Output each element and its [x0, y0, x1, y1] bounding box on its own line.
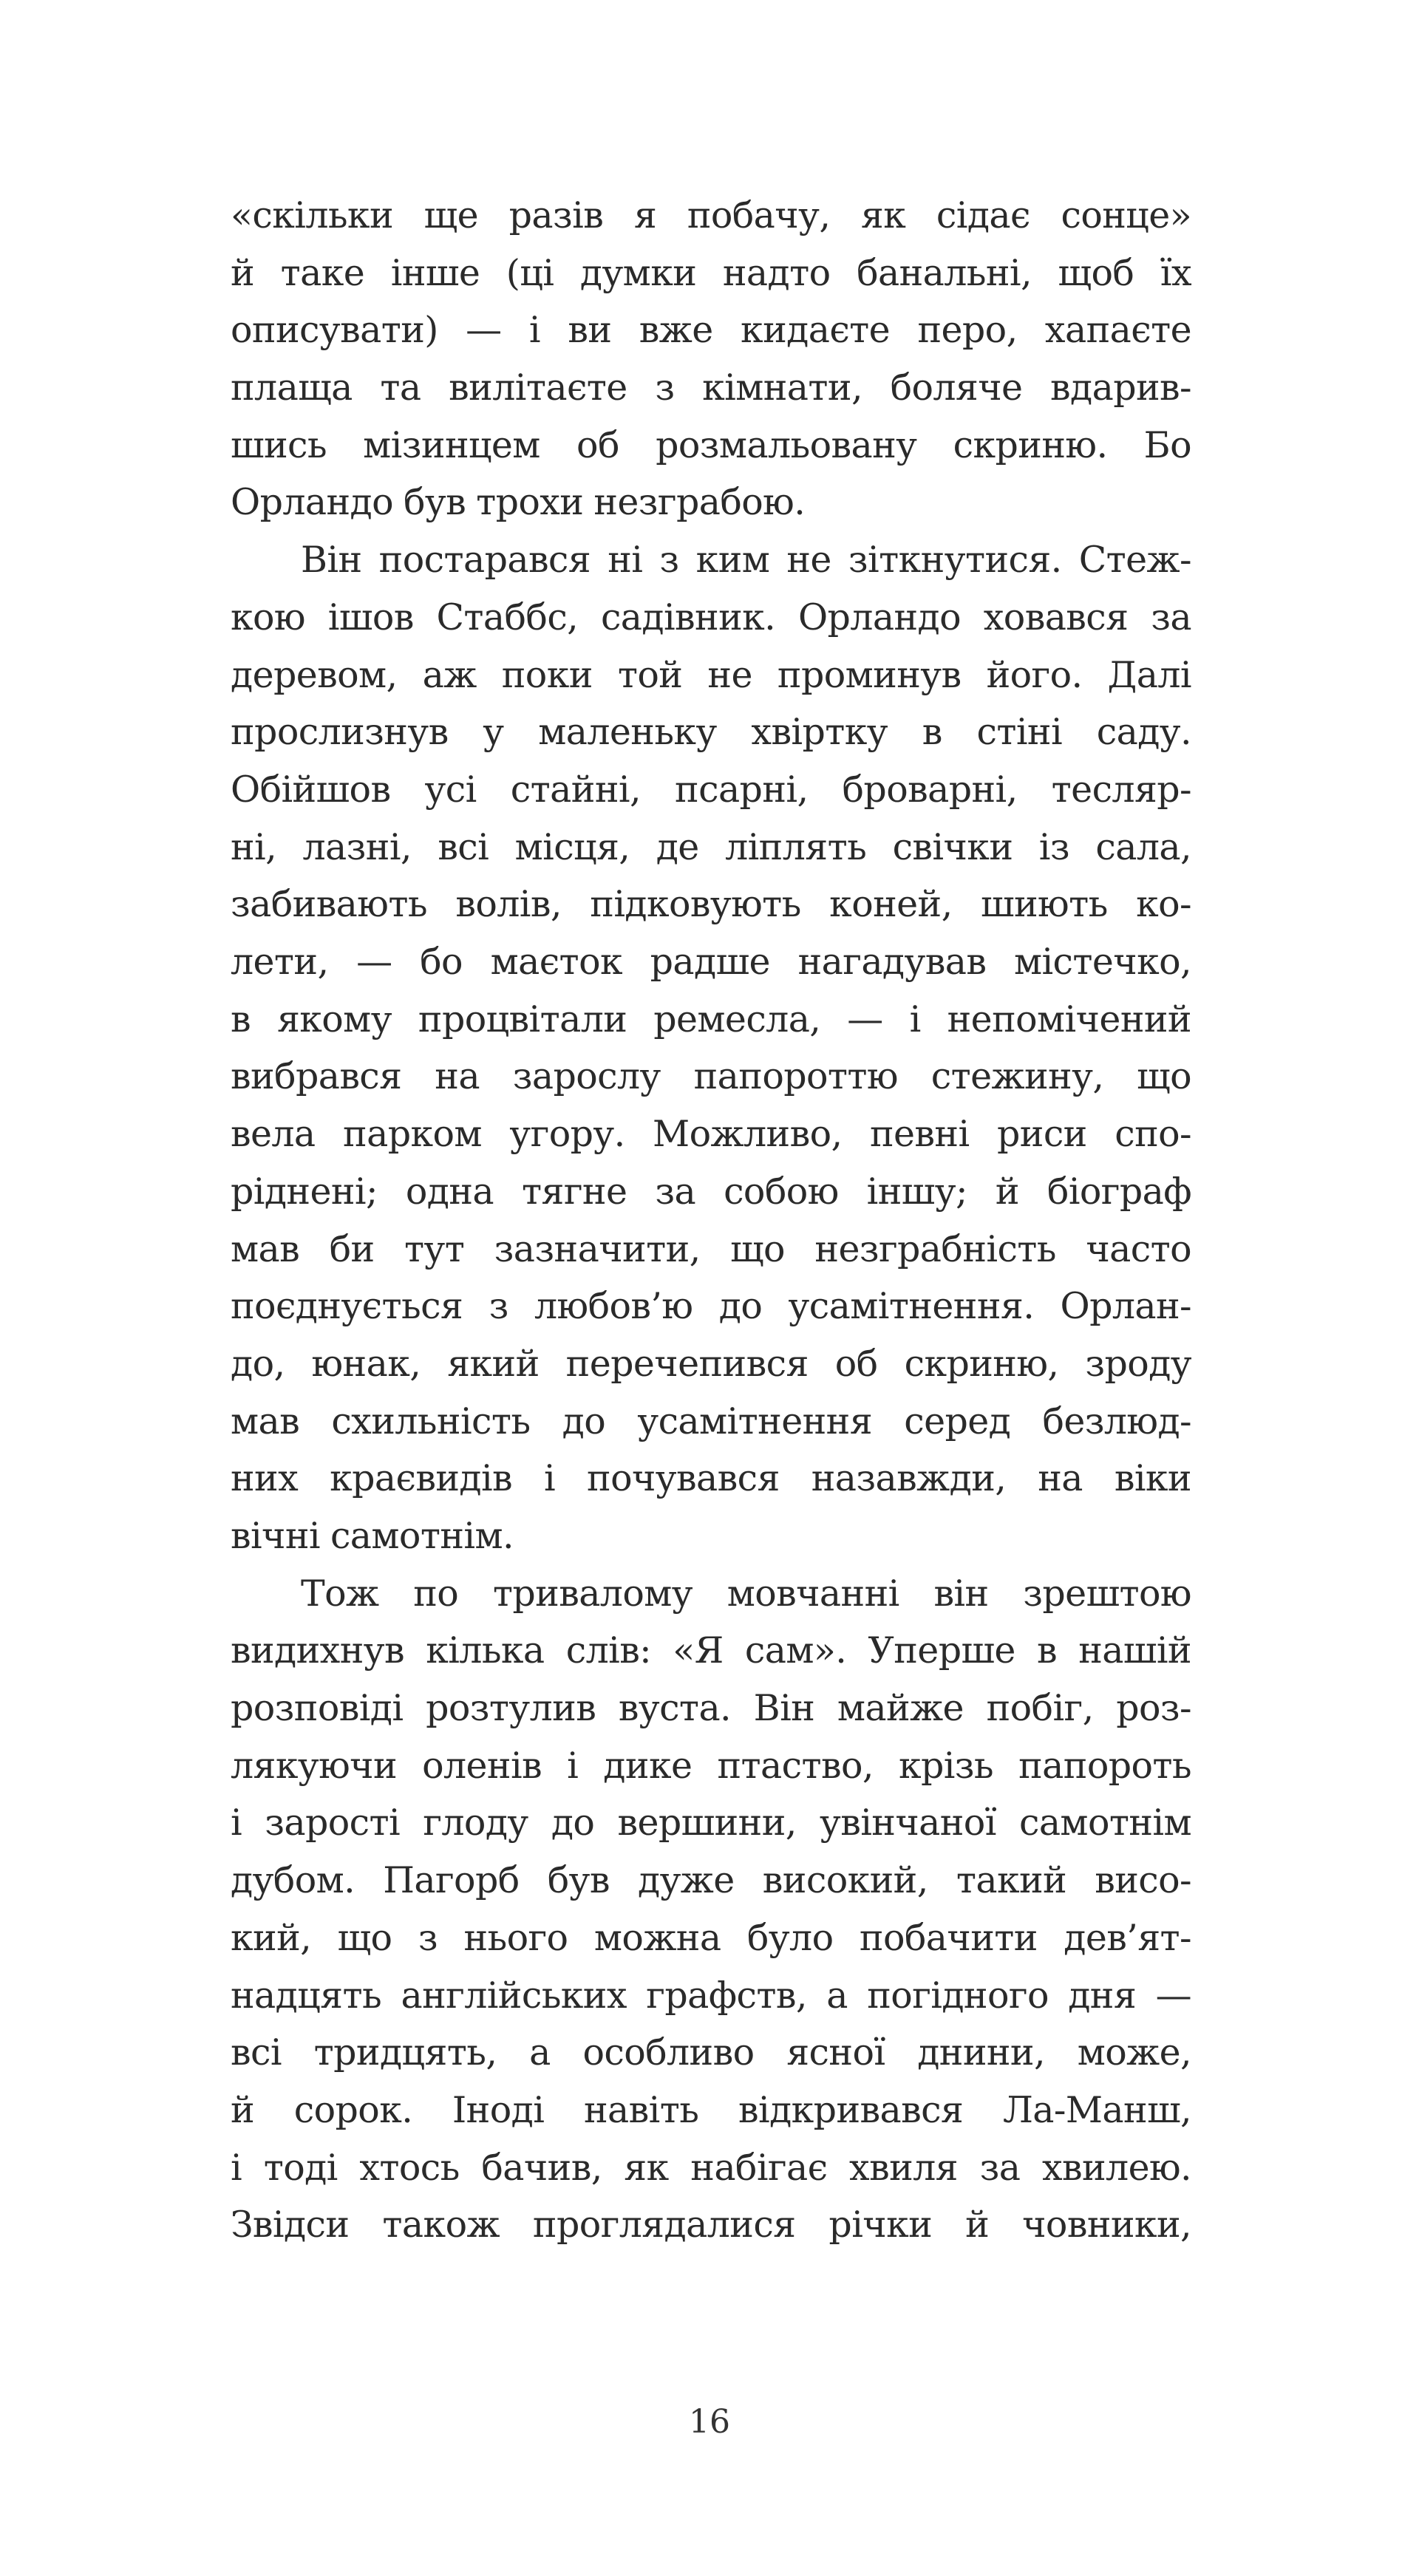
text-line: мав схильність до усамітнення серед безлюд-: [231, 1400, 1191, 1442]
paragraph-first-line: Він постарався ні з ким не зіткнутися. Стеж-: [301, 539, 1191, 581]
text-line: шись мізинцем об розмальовану скриню. Бо: [231, 424, 1191, 466]
text-line: до, юнак, який перечепився об скриню, зроду: [231, 1343, 1191, 1385]
page-number: 16: [689, 2403, 730, 2441]
text-line: кий, що з нього можна було побачити дев’ят-: [231, 1917, 1191, 1959]
text-line: прослизнув у маленьку хвіртку в стіні саду.: [231, 711, 1191, 753]
text-line: в якому процвітали ремесла, — і непомічений: [231, 998, 1191, 1040]
text-line: вела парком угору. Можливо, певні риси спо-: [231, 1113, 1191, 1155]
text-line: і зарості глоду до вершини, увінчаної самотнім: [231, 1802, 1191, 1844]
text-line: деревом, аж поки той не проминув його. Далі: [231, 654, 1191, 696]
text-line: «скільки ще разів я побачу, як сідає сонце»: [231, 194, 1191, 236]
text-line: розповіді розтулив вуста. Він майже побіг, роз-: [231, 1687, 1191, 1729]
text-line: Обійшов усі стайні, псарні, броварні, тесляр-: [231, 769, 1191, 811]
text-line: описувати) — і ви вже кидаєте перо, хапаєте: [231, 309, 1191, 351]
text-line: них краєвидів і почувався назавжди, на віки: [231, 1457, 1191, 1499]
text-line: надцять англійських графств, а погідного дня —: [231, 1974, 1191, 2017]
text-line: поєднується з любов’ю до усамітнення. Орлан-: [231, 1285, 1191, 1327]
text-line: видихнув кілька слів: «Я сам». Уперше в нашій: [231, 1629, 1191, 1672]
text-line: ріднені; одна тягне за собою іншу; й біограф: [231, 1171, 1191, 1213]
text-line: всі тридцять, а особливо ясної днини, може,: [231, 2031, 1191, 2074]
text-line: і тоді хтось бачив, як набігає хвиля за хвилею.: [231, 2147, 1191, 2189]
text-line: й таке інше (ці думки надто банальні, щоб їх: [231, 252, 1191, 294]
text-line: й сорок. Іноді навіть відкривався Ла-Манш,: [231, 2089, 1191, 2131]
text-line: вибрався на зарослу папороттю стежину, що: [231, 1055, 1191, 1097]
text-line: вічні самотнім.: [231, 1515, 514, 1557]
text-line: Звідси також проглядалися річки й човники,: [231, 2204, 1191, 2246]
text-line: мав би тут зазначити, що незграбність часто: [231, 1228, 1191, 1270]
text-line: кою ішов Стаббс, садівник. Орландо ховався за: [231, 596, 1191, 638]
text-line: лякуючи оленів і дике птаство, крізь папороть: [231, 1745, 1191, 1787]
text-line: ні, лазні, всі місця, де ліплять свічки із сала,: [231, 826, 1191, 868]
text-line: забивають волів, підковують коней, шиють ко-: [231, 883, 1191, 925]
text-line: дубом. Пагорб був дуже високий, такий висо-: [231, 1859, 1191, 1901]
paragraph-first-line: Тож по тривалому мовчанні він зрештою: [301, 1572, 1191, 1615]
text-line: Орландо був трохи незграбою.: [231, 481, 806, 523]
text-line: лети, — бо маєток радше нагадував містечко,: [231, 941, 1191, 983]
text-line: плаща та вилітаєте з кімнати, боляче вдарив-: [231, 367, 1191, 409]
